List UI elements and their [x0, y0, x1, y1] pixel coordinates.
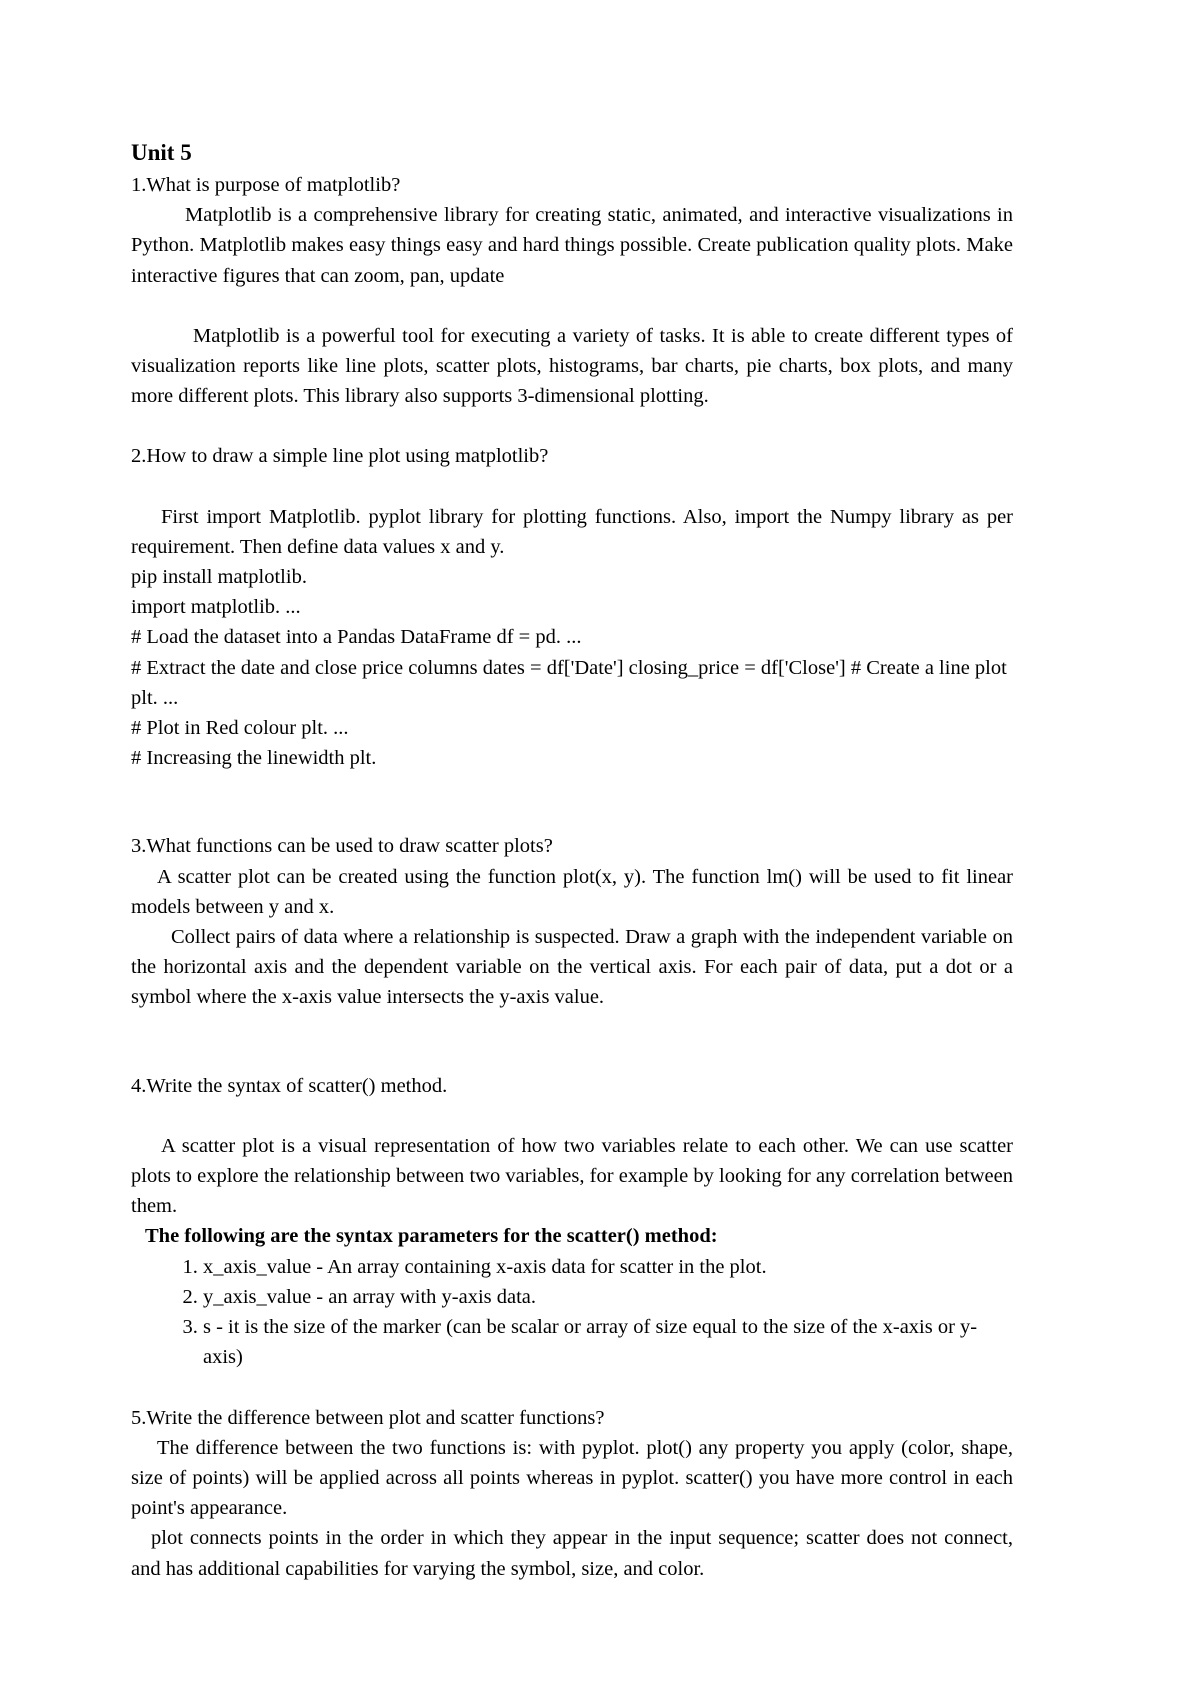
code-line: # Load the dataset into a Pandas DataFrame df = pd. ... [131, 626, 582, 649]
spacer [131, 1101, 1013, 1131]
question-5: 5.Write the difference between plot and scatter functions? [131, 1406, 605, 1429]
question-4: 4.Write the syntax of scatter() method. [131, 1074, 448, 1097]
spacer [131, 411, 1013, 441]
answer-5-paragraph-1: The difference between the two functions is: with pyplot. plot() any property you apply (color, shape, size of points) will be applied across all points whereas in pyplot. scatter() you have more control in each point's appearance. [131, 1436, 1013, 1520]
list-item: 3. s - it is the size of the marker (can be scalar or array of size equal to the size of the x-axis or y-axis) [203, 1312, 1013, 1372]
question-3: 3.What functions can be used to draw scatter plots? [131, 835, 553, 858]
answer-5-paragraph-2: plot connects points in the order in which they appear in the input sequence; scatter does not connect, and has additional capabilities for varying the symbol, size, and color. [131, 1527, 1013, 1580]
list-item: 2. y_axis_value - an array with y-axis data. [203, 1282, 1013, 1312]
params-list [131, 1252, 1013, 1373]
code-line: import matplotlib. ... [131, 596, 301, 619]
question-2: 2.How to draw a simple line plot using matplotlib? [131, 445, 549, 468]
question-1: 1.What is purpose of matplotlib? [131, 174, 401, 196]
params-heading: The following are the syntax parameters for the scatter() method: [145, 1225, 718, 1248]
answer-2-paragraph-1: First import Matplotlib. pyplot library for plotting functions. Also, import the Numpy library as per requirement. Then define data values x and y. [131, 505, 1013, 558]
list-item: 1. x_axis_value - An array containing x-axis data for scatter in the plot. [203, 1252, 1013, 1282]
spacer [131, 1373, 1013, 1403]
answer-1-paragraph-2: Matplotlib is a powerful tool for executing a variety of tasks. It is able to create different types of visualization reports like line plots, scatter plots, histograms, bar charts, pie charts, box plots, and many more different plots. This library also supports 3-dimensional plotting. [131, 324, 1013, 408]
spacer [131, 1013, 1013, 1071]
code-line: pip install matplotlib. [131, 566, 307, 589]
code-line: # Increasing the linewidth plt. [131, 747, 377, 770]
answer-3-paragraph-2: Collect pairs of data where a relationship is suspected. Draw a graph with the independent variable on the horizontal axis and the dependent variable on the vertical axis. For each pair of data, put a dot or a symbol where the x-axis value intersects the y-axis value. [131, 926, 1013, 1009]
page-title: Unit 5 [131, 140, 192, 165]
spacer [131, 773, 1013, 831]
answer-1-paragraph-1: Matplotlib is a comprehensive library for creating static, animated, and interactive visualizations in Python. Matplotlib makes easy things easy and hard things possible. Create publication quality plots. Make interactive figures that can zoom, pan, update [131, 204, 1013, 287]
spacer [131, 472, 1013, 502]
answer-3-paragraph-1: A scatter plot can be created using the function plot(x, y). The function lm() will be used to fit linear models between y and x. [131, 865, 1013, 918]
code-line: # Extract the date and close price columns dates = df['Date'] closing_price = df['Close'] # Create a line plot plt. ... [131, 656, 1007, 709]
code-line: # Plot in Red colour plt. ... [131, 717, 349, 740]
answer-4-paragraph-1: A scatter plot is a visual representation of how two variables relate to each other. We can use scatter plots to explore the relationship between two variables, for example by looking for any correlation between them. [131, 1134, 1013, 1218]
spacer [131, 291, 1013, 321]
document-page [131, 136, 1013, 1584]
